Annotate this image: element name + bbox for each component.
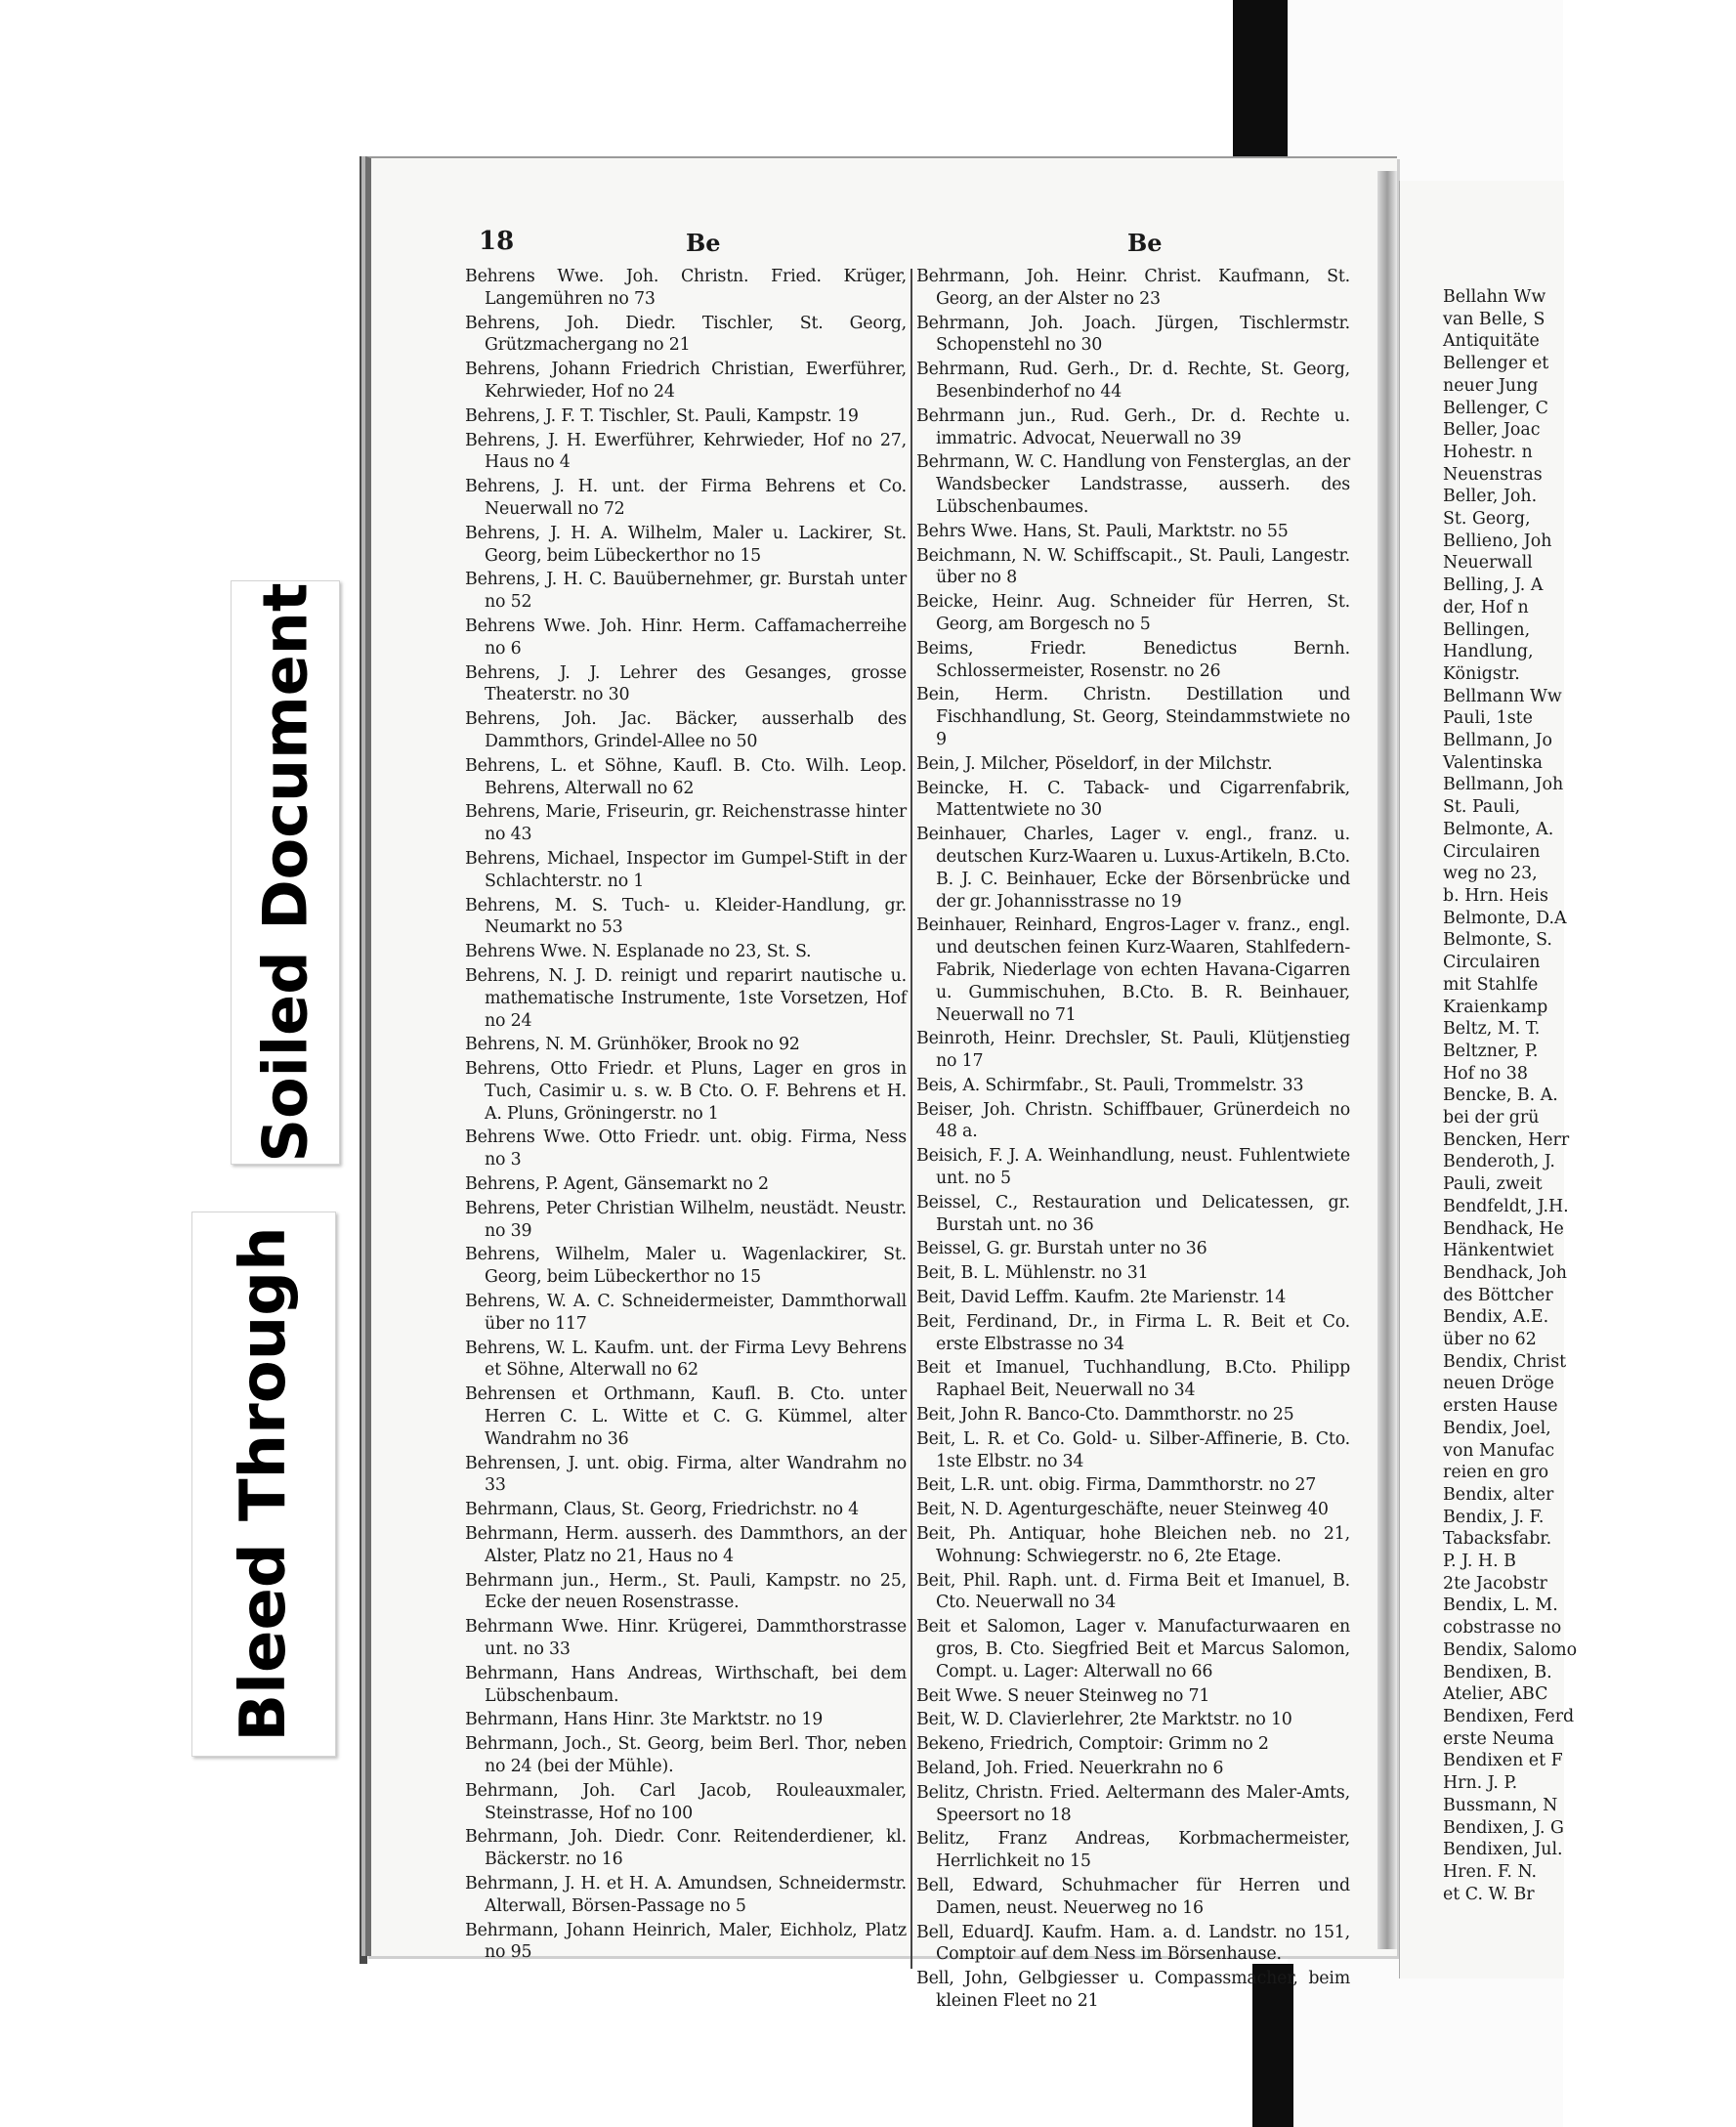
directory-entry: van Belle, S xyxy=(1443,309,1545,329)
directory-entry: Beinhauer, Charles, Lager v. engl., franz. u. deutschen Kurz-Waaren u. Luxus-Artikeln, B.Cto. B. J. C. Beinhauer, Ecke der Börsenbrücke und der gr. Johannisstrasse no 19 xyxy=(916,825,1350,912)
directory-entry: Bendix, Joel, xyxy=(1443,1418,1551,1438)
directory-entry: neuen Dröge xyxy=(1443,1374,1554,1394)
directory-entry: Behrens Wwe. Otto Friedr. unt. obig. Firma, Ness no 3 xyxy=(465,1127,907,1170)
directory-entry: Beit, Phil. Raph. unt. d. Firma Beit et Imanuel, B. Cto. Neuerwall no 34 xyxy=(916,1570,1350,1613)
directory-entry: et C. W. Br xyxy=(1443,1884,1535,1904)
directory-entry: Hren. F. N. xyxy=(1443,1861,1538,1882)
directory-entry: Bendixen et F xyxy=(1443,1751,1563,1771)
directory-entry: weg no 23, xyxy=(1443,864,1538,884)
bleed-through-text: Bleed Through xyxy=(228,1226,300,1742)
directory-entry: Bellmann, Jo xyxy=(1443,731,1552,751)
directory-entry: Belmonte, S. xyxy=(1443,930,1552,951)
directory-entry: Beit et Imanuel, Tuchhandlung, B.Cto. Philipp Raphael Beit, Neuerwall no 34 xyxy=(916,1358,1350,1401)
directory-entry: Belmonte, D.A xyxy=(1443,908,1567,928)
directory-entry: 2te Jacobstr xyxy=(1443,1573,1547,1594)
directory-entry: Beisich, F. J. A. Weinhandlung, neust. Fuhlentwiete unt. no 5 xyxy=(916,1146,1350,1189)
directory-entry: Bellmann Ww xyxy=(1443,686,1562,706)
directory-entry: Behrmann, Joh. Heinr. Christ. Kaufmann, St. Georg, an der Alster no 23 xyxy=(916,267,1350,309)
directory-entry: Tabacksfabr. xyxy=(1443,1529,1552,1550)
directory-entry: Antiquitäte xyxy=(1443,331,1540,352)
directory-entry: Beller, Joac xyxy=(1443,420,1541,441)
directory-entry: Beims, Friedr. Benedictus Bernh. Schlossermeister, Rosenstr. no 26 xyxy=(916,638,1350,681)
directory-entry: Behrmann jun., Rud. Gerh., Dr. d. Rechte u. immatric. Advocat, Neuerwall no 39 xyxy=(916,405,1350,448)
directory-entry: Behrens Wwe. N. Esplanade no 23, St. S. xyxy=(465,942,812,962)
directory-entry: Behrens, J. F. T. Tischler, St. Pauli, Kampstr. 19 xyxy=(465,405,859,426)
directory-entry: Behrens Wwe. Joh. Hinr. Herm. Caffamacherreihe no 6 xyxy=(465,616,907,659)
directory-entry: Behrmann, Herm. ausserh. des Dammthors, an der Alster, Platz no 21, Haus no 4 xyxy=(465,1524,907,1566)
directory-entry: Behrmann, Johann Heinrich, Maler, Eichholz, Platz no 95 xyxy=(465,1920,907,1963)
directory-entry: Behrens, Peter Christian Wilhelm, neustädt. Neustr. no 39 xyxy=(465,1198,907,1241)
directory-entry: Beller, Joh. xyxy=(1443,487,1538,507)
directory-entry: Beltz, M. T. xyxy=(1443,1019,1541,1040)
directory-entry: Handlung, xyxy=(1443,642,1534,662)
directory-entry: Bussmann, N xyxy=(1443,1795,1558,1815)
directory-entry: b. Hrn. Heis xyxy=(1443,885,1548,906)
directory-entry: Behrmann Wwe. Hinr. Krügerei, Dammthorstrasse unt. no 33 xyxy=(465,1617,907,1660)
bleed-through-label xyxy=(191,1212,336,1757)
directory-entry: Bein, J. Milcher, Pöseldorf, in der Milchstr. xyxy=(916,753,1273,774)
directory-entry: Behrmann, Claus, St. Georg, Friedrichstr. no 4 xyxy=(465,1500,860,1520)
directory-entry: Bellenger et xyxy=(1443,354,1549,374)
directory-entry: Bellahn Ww xyxy=(1443,287,1546,307)
directory-entry: Bekeno, Friedrich, Comptoir: Grimm no 2 xyxy=(916,1734,1269,1755)
directory-entry: Behrens, J. H. unt. der Firma Behrens et Co. Neuerwall no 72 xyxy=(465,477,907,519)
directory-entry: Beit, W. D. Clavierlehrer, 2te Marktstr. no 10 xyxy=(916,1710,1292,1730)
directory-entry: Beit, L. R. et Co. Gold- u. Silber-Affinerie, B. Cto. 1ste Elbstr. no 34 xyxy=(916,1428,1350,1471)
page-number: 18 xyxy=(479,227,515,256)
directory-entry: Beit, Ph. Antiquar, hohe Bleichen neb. no 21, Wohnung: Schwiegerstr. no 6, 2te Etage. xyxy=(916,1524,1350,1566)
directory-entry: Bellingen, xyxy=(1443,619,1531,640)
directory-entry: Bell, John, Gelbgiesser u. Compassmacher, beim kleinen Fleet no 21 xyxy=(916,1969,1350,2011)
directory-entry: Bell, EduardJ. Kaufm. Ham. a. d. Landstr. no 151, Comptoir auf dem Ness im Börsenhause. xyxy=(916,1922,1350,1965)
directory-entry: Behrens, Johann Friedrich Christian, Ewerführer, Kehrwieder, Hof no 24 xyxy=(465,360,907,402)
directory-entry: Behrens, N. M. Grünhöker, Brook no 92 xyxy=(465,1035,800,1055)
directory-entry: St. Georg, xyxy=(1443,509,1531,530)
directory-entry: Atelier, ABC xyxy=(1443,1684,1548,1705)
directory-entry: Beiser, Joh. Christn. Schiffbauer, Grünerdeich no 48 a. xyxy=(916,1099,1350,1142)
directory-entry: Bencken, Herr xyxy=(1443,1129,1570,1150)
directory-entry: Behrmann, Joch., St. Georg, beim Berl. Thor, neben no 24 (bei der Mühle). xyxy=(465,1734,907,1776)
directory-entry: Bendix, Christ xyxy=(1443,1351,1567,1372)
directory-entry: Bendix, alter xyxy=(1443,1484,1554,1505)
directory-entry: Behrens, Wilhelm, Maler u. Wagenlackirer, St. Georg, beim Lübeckerthor no 15 xyxy=(465,1245,907,1288)
directory-entry: Bein, Herm. Christn. Destillation und Fischhandlung, St. Georg, Steindammstwiete no 9 xyxy=(916,685,1350,749)
directory-entry: Bellieno, Joh xyxy=(1443,531,1552,551)
directory-entry: Behrens, Otto Friedr. et Pluns, Lager en gros in Tuch, Casimir u. s. w. B Cto. O. F. Behrens et H. A. Pluns, Gröningerstr. no 1 xyxy=(465,1059,907,1124)
directory-entry: Beincke, H. C. Taback- und Cigarrenfabrik, Mattentwiete no 30 xyxy=(916,778,1350,821)
directory-entry: Beinhauer, Reinhard, Engros-Lager v. franz., engl. und deutschen feinen Kurz-Waaren, Stahlfedern-Fabrik, Niederlage von echten Havana-Cigarren u. Gummischuhen, B.Cto. B. R. Beinhauer, Neuerwall no 71 xyxy=(916,915,1350,1025)
directory-entry: erste Neuma xyxy=(1443,1728,1554,1749)
directory-entry: Beit, David Leffm. Kaufm. 2te Marienstr. 14 xyxy=(916,1288,1287,1308)
soiled-document-text: Soiled Document xyxy=(249,582,321,1163)
directory-entry: Circulairen xyxy=(1443,841,1541,862)
directory-entry: Behrens, J. H. C. Bauübernehmer, gr. Burstah unter no 52 xyxy=(465,570,907,613)
next-page-peek xyxy=(1399,181,1578,1978)
directory-entry: Behrensen et Orthmann, Kaufl. B. Cto. unter Herren C. L. Witte et C. G. Kümmel, alter Wandrahm no 36 xyxy=(465,1384,907,1449)
directory-entry: Beis, A. Schirmfabr., St. Pauli, Trommelstr. 33 xyxy=(916,1075,1304,1095)
directory-entry: Behrmann, J. H. et H. A. Amundsen, Schneidermstr. Alterwall, Börsen-Passage no 5 xyxy=(465,1873,907,1916)
directory-entry: der, Hof n xyxy=(1443,597,1529,617)
directory-entry: Neuenstras xyxy=(1443,464,1543,485)
directory-entry: Hänkentwiet xyxy=(1443,1241,1554,1261)
directory-entry: Behrens Wwe. Joh. Christn. Fried. Krüger, Langemühren no 73 xyxy=(465,267,907,309)
directory-entry: Beinroth, Heinr. Drechsler, St. Pauli, Klütjenstieg no 17 xyxy=(916,1029,1350,1072)
directory-entry: Bendix, J. F. xyxy=(1443,1507,1545,1527)
directory-entry: Hohestr. n xyxy=(1443,442,1533,462)
directory-entry: Bendhack, He xyxy=(1443,1218,1564,1239)
directory-entry: Behrens, W. L. Kaufm. unt. der Firma Levy Behrens et Söhne, Alterwall no 62 xyxy=(465,1338,907,1381)
directory-entry: Behrmann, Joh. Joach. Jürgen, Tischlermstr. Schopenstehl no 30 xyxy=(916,313,1350,356)
directory-entry: Belling, J. A xyxy=(1443,575,1544,596)
column-header-right: Be xyxy=(1127,229,1163,257)
directory-entry: Bendixen, B. xyxy=(1443,1662,1552,1682)
directory-entry: von Manufac xyxy=(1443,1440,1555,1461)
directory-entry: Behrens, Joh. Jac. Bäcker, ausserhalb des Dammthors, Grindel-Allee no 50 xyxy=(465,709,907,751)
directory-entry: P. J. H. B xyxy=(1443,1552,1516,1572)
directory-entry: Circulairen xyxy=(1443,953,1541,973)
page-gutter xyxy=(1377,171,1397,1949)
next-page-column xyxy=(1443,286,1736,1905)
directory-entry: bei der grü xyxy=(1443,1108,1540,1128)
directory-entry: Neuerwall xyxy=(1443,553,1533,574)
directory-entry: Beland, Joh. Fried. Neuerkrahn no 6 xyxy=(916,1759,1224,1778)
right-column xyxy=(916,266,1350,2015)
soiled-document-label xyxy=(231,580,340,1165)
directory-entry: Behrens, P. Agent, Gänsemarkt no 2 xyxy=(465,1174,769,1195)
directory-entry: Bendhack, Joh xyxy=(1443,1262,1567,1283)
directory-entry: Bendix, Salomo xyxy=(1443,1639,1578,1660)
directory-entry: neuer Jung xyxy=(1443,375,1539,396)
directory-entry: des Böttcher xyxy=(1443,1285,1553,1305)
directory-entry: Bell, Edward, Schuhmacher für Herren und Damen, neust. Neuerweg no 16 xyxy=(916,1875,1350,1918)
directory-entry: Behrmann, Joh. Carl Jacob, Rouleauxmaler, Steinstrasse, Hof no 100 xyxy=(465,1780,907,1823)
directory-entry: Behrs Wwe. Hans, St. Pauli, Marktstr. no 55 xyxy=(916,521,1289,541)
directory-entry: Bendixen, J. G xyxy=(1443,1817,1564,1838)
directory-entry: Beit, N. D. Agenturgeschäfte, neuer Steinweg 40 xyxy=(916,1500,1329,1520)
left-column xyxy=(465,266,907,1966)
directory-entry: Beissel, G. gr. Burstah unter no 36 xyxy=(916,1239,1207,1259)
directory-entry: Bencke, B. A. xyxy=(1443,1085,1558,1106)
directory-entry: Behrens, J. J. Lehrer des Gesanges, grosse Theaterstr. no 30 xyxy=(465,662,907,705)
directory-entry: Belitz, Franz Andreas, Korbmachermeister, Herrlichkeit no 15 xyxy=(916,1829,1350,1872)
directory-entry: Hrn. J. P. xyxy=(1443,1773,1518,1794)
column-header-left: Be xyxy=(686,229,721,257)
directory-entry: reien en gro xyxy=(1443,1463,1549,1483)
directory-entry: Behrmann, Rud. Gerh., Dr. d. Rechte, St. Georg, Besenbinderhof no 44 xyxy=(916,360,1350,402)
directory-entry: Bendix, A.E. xyxy=(1443,1307,1549,1328)
directory-entry: Beit, John R. Banco-Cto. Dammthorstr. no 25 xyxy=(916,1405,1294,1425)
directory-entry: Behrens, N. J. D. reinigt und reparirt nautische u. mathematische Instrumente, 1ste Vorsetzen, Hof no 24 xyxy=(465,965,907,1031)
directory-entry: Behrensen, J. unt. obig. Firma, alter Wandrahm no 33 xyxy=(465,1453,907,1496)
directory-entry: Bellmann, Joh xyxy=(1443,775,1564,795)
directory-entry: Hof no 38 xyxy=(1443,1063,1528,1084)
directory-entry: Behrens, Michael, Inspector im Gumpel-Stift in der Schlachterstr. no 1 xyxy=(465,848,907,891)
directory-entry: Beicke, Heinr. Aug. Schneider für Herren, St. Georg, am Borgesch no 5 xyxy=(916,592,1350,634)
directory-entry: Behrens, L. et Söhne, Kaufl. B. Cto. Wilh. Leop. Behrens, Alterwall no 62 xyxy=(465,755,907,798)
directory-entry: Kraienkamp xyxy=(1443,997,1548,1017)
directory-entry: Belitz, Christn. Fried. Aeltermann des Maler-Amts, Speersort no 18 xyxy=(916,1782,1350,1825)
directory-entry: Beit Wwe. S neuer Steinweg no 71 xyxy=(916,1685,1210,1706)
directory-entry: mit Stahlfe xyxy=(1443,974,1539,995)
directory-entry: Bendixen, Ferd xyxy=(1443,1707,1575,1726)
directory-entry: Königstr. xyxy=(1443,663,1520,684)
directory-entry: Bendfeldt, J.H. xyxy=(1443,1196,1569,1216)
directory-entry: Pauli, zweit xyxy=(1443,1174,1543,1195)
directory-entry: cobstrasse no xyxy=(1443,1618,1562,1638)
directory-entry: Behrmann, Joh. Diedr. Conr. Reitenderdiener, kl. Bäckerstr. no 16 xyxy=(465,1827,907,1870)
directory-entry: Behrmann, Hans Andreas, Wirthschaft, bei dem Lübschenbaum. xyxy=(465,1663,907,1706)
directory-entry: Behrens, M. S. Tuch- u. Kleider-Handlung, gr. Neumarkt no 53 xyxy=(465,895,907,938)
directory-entry: Behrmann, Hans Hinr. 3te Marktstr. no 19 xyxy=(465,1710,824,1730)
directory-entry: Behrmann, W. C. Handlung von Fensterglas, an der Wandsbecker Landstrasse, ausserh. des Lübschenbaumes. xyxy=(916,452,1350,517)
directory-entry: ersten Hause xyxy=(1443,1396,1558,1417)
directory-entry: Behrens, W. A. C. Schneidermeister, Dammthorwall über no 117 xyxy=(465,1292,907,1334)
column-divider xyxy=(910,269,912,1969)
directory-entry: Bendixen, Jul. xyxy=(1443,1840,1563,1860)
directory-entry: Valentinska xyxy=(1443,752,1543,773)
directory-entry: Behrens, J. H. A. Wilhelm, Maler u. Lackirer, St. Georg, beim Lübeckerthor no 15 xyxy=(465,523,907,566)
directory-entry: Beltzner, P. xyxy=(1443,1041,1539,1061)
directory-entry: Beichmann, N. W. Schiffscapit., St. Pauli, Langestr. über no 8 xyxy=(916,545,1350,588)
directory-entry: Beit, Ferdinand, Dr., in Firma L. R. Beit et Co. erste Elbstrasse no 34 xyxy=(916,1311,1350,1354)
directory-entry: Belmonte, A. xyxy=(1443,819,1554,839)
directory-entry: Beit et Salomon, Lager v. Manufacturwaaren en gros, B. Cto. Siegfried Beit et Marcus Salomon, Compt. u. Lager: Alterwall no 66 xyxy=(916,1617,1350,1681)
directory-entry: über no 62 xyxy=(1443,1330,1537,1350)
directory-entry: Behrens, J. H. Ewerführer, Kehrwieder, Hof no 27, Haus no 4 xyxy=(465,430,907,473)
directory-entry: Beit, B. L. Mühlenstr. no 31 xyxy=(916,1263,1149,1284)
directory-entry: Beissel, C., Restauration und Delicatessen, gr. Burstah unt. no 36 xyxy=(916,1192,1350,1235)
directory-entry: Benderoth, J. xyxy=(1443,1152,1555,1172)
directory-entry: Behrmann jun., Herm., St. Pauli, Kampstr. no 25, Ecke der neuen Rosenstrasse. xyxy=(465,1570,907,1613)
directory-entry: Beit, L.R. unt. obig. Firma, Dammthorstr. no 27 xyxy=(916,1475,1317,1496)
directory-entry: Bellenger, C xyxy=(1443,398,1548,418)
directory-entry: Pauli, 1ste xyxy=(1443,708,1533,729)
directory-entry: St. Pauli, xyxy=(1443,797,1521,818)
directory-entry: Bendix, L. M. xyxy=(1443,1595,1558,1616)
directory-entry: Behrens, Joh. Diedr. Tischler, St. Georg, Grützmachergang no 21 xyxy=(465,313,907,356)
directory-entry: Behrens, Marie, Friseurin, gr. Reichenstrasse hinter no 43 xyxy=(465,802,907,845)
